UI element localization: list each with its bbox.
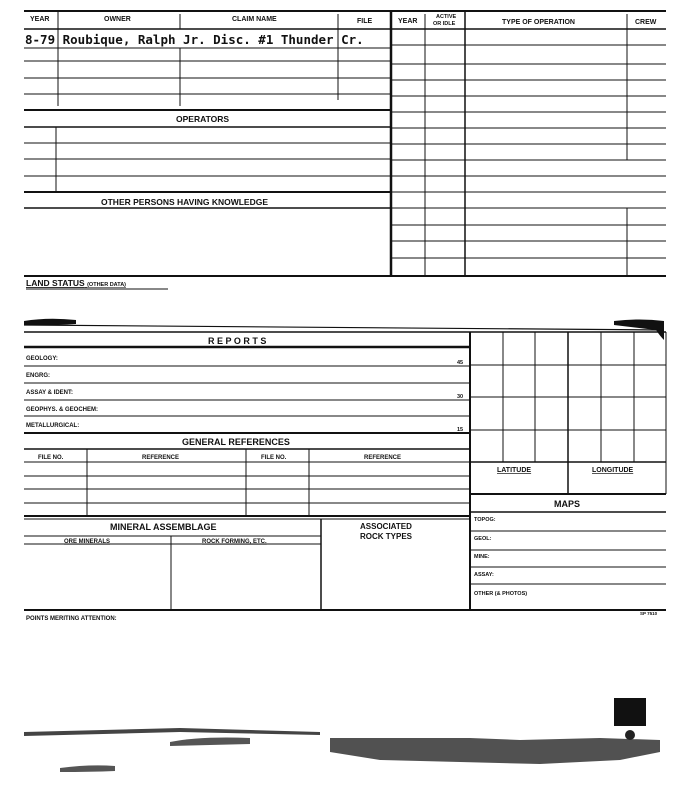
general-references-frame [24,449,470,516]
rock-types-label: ROCK TYPES [360,532,413,541]
general-references-heading: GENERAL REFERENCES [182,437,290,447]
maps-row-label: TOPOG: [474,517,496,523]
report-row-num: 45 [457,360,464,366]
report-row-label: GEOPHYS. & GEOCHEM: [26,407,99,413]
header-or-idle: OR IDLE [433,21,456,27]
longitude-label: LONGITUDE [592,467,634,474]
operations-table-frame [391,11,666,276]
land-status-label: LAND STATUS (OTHER DATA) [26,278,126,288]
mineral-assemblage-heading: MINERAL ASSEMBLAGE [110,522,217,532]
maps-row-label: OTHER (& PHOTOS) [474,591,528,597]
reports-heading: R E P O R T S [208,336,267,346]
mineral-assemblage-frame [24,519,666,610]
claim-entry: 8-79 Roubique, Ralph Jr. Disc. #1 Thunder Cr. [25,32,364,47]
header-year-2: YEAR [398,18,418,25]
maps-heading: MAPS [554,499,581,509]
header-file: FILE [357,18,373,25]
scan-noise [24,698,660,772]
reports-frame [24,332,470,610]
header-active: ACTIVE [436,14,457,20]
form-number: SP 7510 [640,611,658,616]
other-persons-heading: OTHER PERSONS HAVING KNOWLEDGE [101,197,269,207]
header-type-of-operation: TYPE OF OPERATION [502,19,575,26]
rock-forming-label: ROCK FORMING, ETC. [202,539,267,545]
maps-row-label: MINE: [474,554,490,560]
report-row-label: ASSAY & IDENT: [26,390,74,396]
associated-label: ASSOCIATED [360,522,412,531]
col-reference: REFERENCE [364,455,402,461]
maps-frame [470,512,666,584]
header-year: YEAR [30,16,50,23]
report-row-num: 15 [457,427,464,433]
report-row-num: 30 [457,394,464,400]
ore-minerals-label: ORE MINERALS [64,539,111,545]
points-meriting-attention-label: POINTS MERITING ATTENTION: [26,616,117,622]
col-file-no: FILE NO. [38,455,64,461]
header-claim-name: CLAIM NAME [232,16,277,23]
report-row-label: ENGRG: [26,373,50,379]
col-file-no: FILE NO. [261,455,287,461]
section-divider [24,325,664,330]
maps-row-label: GEOL: [474,536,492,542]
header-owner: OWNER [104,16,131,23]
operators-heading: OPERATORS [176,114,230,124]
maps-row-label: ASSAY: [474,572,494,578]
latitude-label: LATITUDE [497,467,532,474]
report-row-label: METALLURGICAL: [26,423,80,429]
col-reference: REFERENCE [142,455,180,461]
left-ink-stroke [24,319,76,326]
header-crew: CREW [635,19,657,26]
report-row-label: GEOLOGY: [26,356,58,362]
